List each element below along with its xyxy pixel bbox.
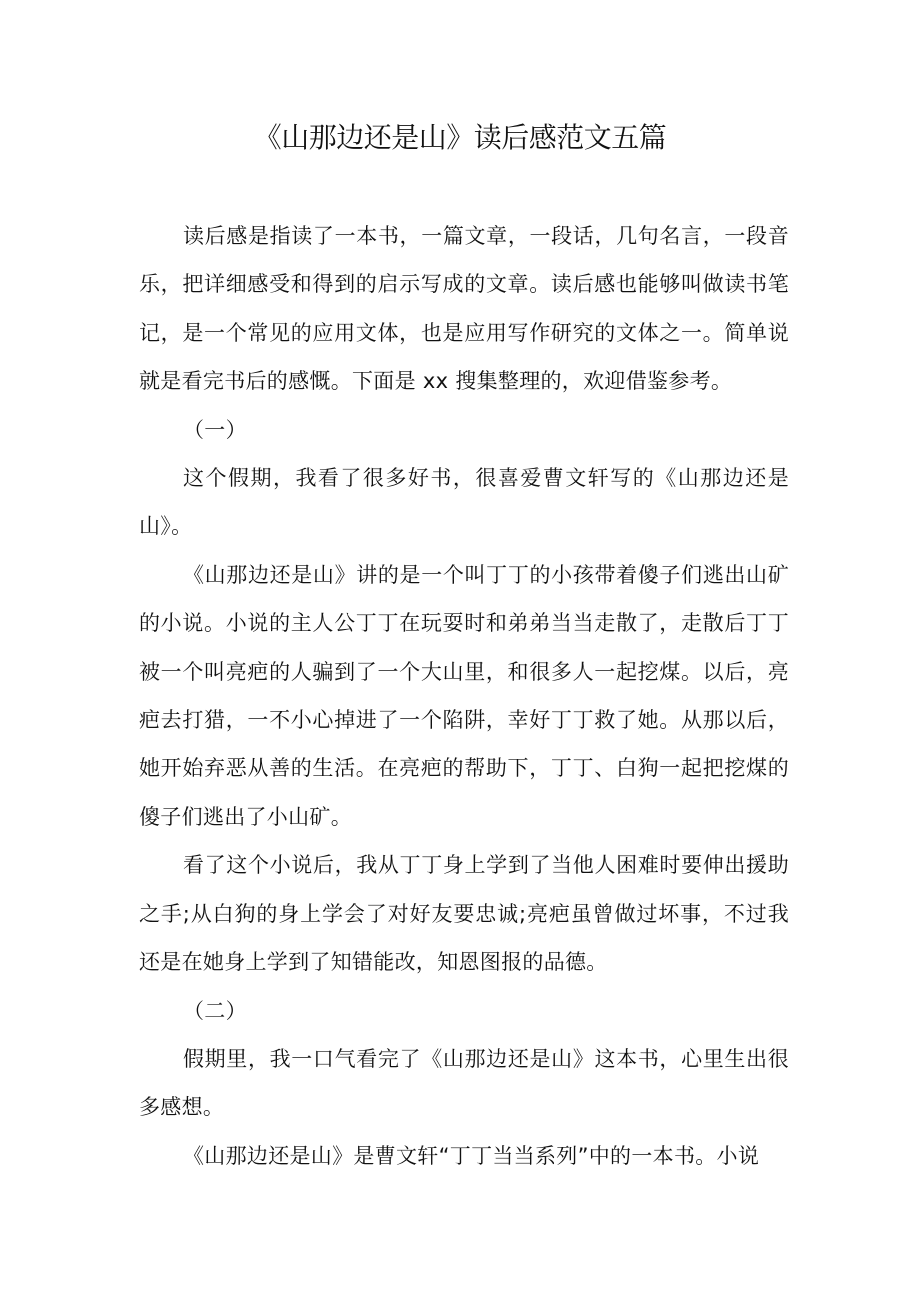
paragraph: 假期里，我一口气看完了《山那边还是山》这本书，心里生出很多感想。 bbox=[139, 1046, 789, 1120]
paragraph: 《山那边还是山》讲的是一个叫丁丁的小孩带着傻子们逃出山矿的小说。小说的主人公丁丁在玩耍时和弟弟当当走散了，走散后丁丁被一个叫亮疤的人骗到了一个大山里，和很多人一起挖煤。以后，亮疤去打猎，一不小心掉进了一个陷阱，幸好丁丁救了她。从那以后，她开始弃恶从善的生活。在亮疤的帮助下，丁丁、白狗一起把挖煤的傻子们逃出了小山矿。 bbox=[139, 562, 789, 829]
paragraph: 这个假期，我看了很多好书，很喜爱曹文轩写的《山那边还是山》。 bbox=[139, 466, 789, 539]
section-marker-one: （一） bbox=[183, 417, 247, 442]
section-marker-two: （二） bbox=[183, 998, 247, 1023]
paragraph: 《山那边还是山》是曹文轩“丁丁当当系列”中的一本书。小说 bbox=[183, 1143, 760, 1168]
intro-paragraph: 读后感是指读了一本书，一篇文章，一段话，几句名言，一段音乐，把详细感受和得到的启示写成的文章。读后感也能够叫做读书笔记，是一个常见的应用文体，也是应用写作研究的文体之一。简单说就是看完书后的感慨。下面是 xx 搜集整理的，欢迎借鉴参考。 bbox=[139, 224, 789, 394]
paragraph: 看了这个小说后，我从丁丁身上学到了当他人困难时要伸出援助之手;从白狗的身上学会了对好友要忠诚;亮疤虽曾做过坏事，不过我还是在她身上学到了知错能改，知恩图报的品德。 bbox=[139, 853, 789, 975]
document-body bbox=[139, 212, 789, 1180]
document-title: 《山那边还是山》读后感范文五篇 bbox=[253, 121, 667, 154]
